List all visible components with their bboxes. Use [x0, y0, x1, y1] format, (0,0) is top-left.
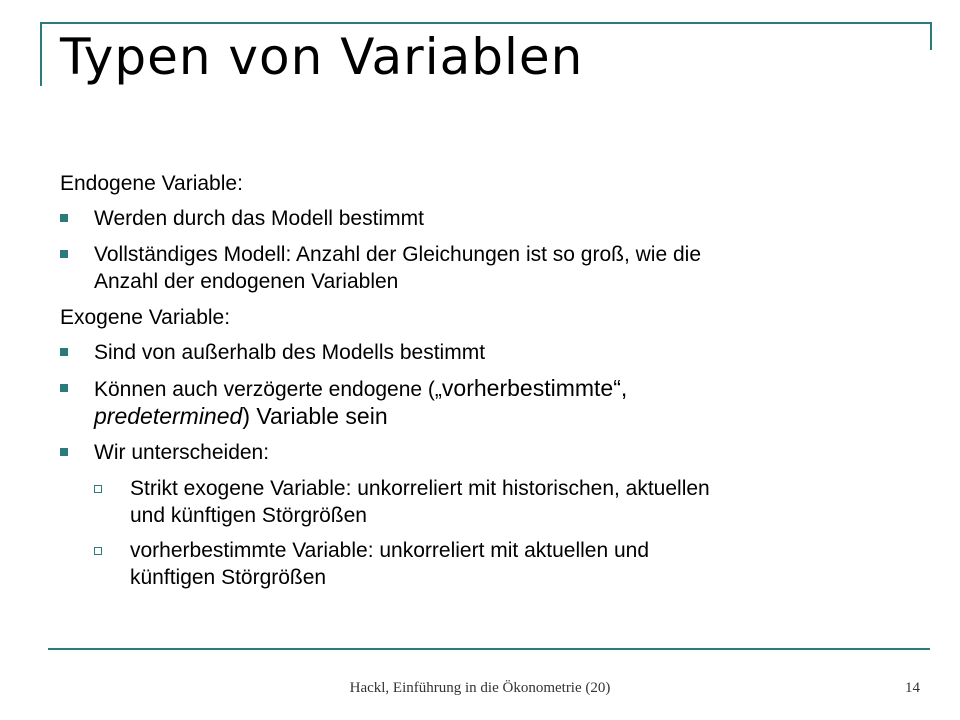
square-bullet-icon — [60, 348, 68, 356]
bullet-item — [60, 439, 910, 466]
sub-bullet-item — [94, 475, 910, 529]
frame-top-line — [40, 22, 932, 24]
bullet-text: Vollständiges Modell: Anzahl der Gleichungen ist so groß, wie die — [94, 243, 702, 266]
page-number: 14 — [905, 680, 920, 696]
bullet-item — [60, 205, 910, 232]
bullet-text-part1: Können auch verzögerte endogene („ — [94, 378, 442, 401]
bullet-text-continued: Anzahl der endogenen Variablen — [94, 270, 399, 293]
sub-bullet-item — [94, 537, 910, 591]
bullet-text-part2: vorherbestimmte“, — [441, 375, 628, 401]
bullet-item — [60, 339, 910, 366]
hollow-square-bullet-icon — [94, 547, 102, 555]
sub-bullet-text: vorherbestimmte Variable: unkorreliert mit aktuellen und — [130, 539, 650, 562]
footer-text: Hackl, Einführung in die Ökonometrie (20) — [349, 680, 611, 696]
exogen-heading: Exogene Variable: — [60, 306, 231, 329]
square-bullet-icon — [60, 250, 68, 258]
frame-right-line — [930, 22, 932, 50]
sub-bullet-text-continued: und künftigen Störgrößen — [130, 504, 367, 527]
square-bullet-icon — [60, 214, 68, 222]
square-bullet-icon — [60, 384, 68, 392]
hollow-square-bullet-icon — [94, 485, 102, 493]
sub-bullet-text: Strikt exogene Variable: unkorreliert mit historischen, aktuellen — [130, 477, 710, 500]
bullet-text: Sind von außerhalb des Modells bestimmt — [94, 341, 486, 364]
sub-bullet-text-continued: künftigen Störgrößen — [130, 566, 327, 589]
slide-title: Typen von Variablen — [60, 28, 584, 86]
bullet-item — [60, 375, 910, 430]
slide-content — [60, 170, 910, 599]
frame-bottom-line — [48, 648, 930, 650]
bullet-text-part3: ) Variable sein — [242, 403, 388, 429]
bullet-item — [60, 241, 910, 295]
bullet-text-italic: predetermined — [94, 403, 243, 429]
bullet-text: Wir unterscheiden: — [94, 441, 270, 464]
frame-left-line — [40, 22, 42, 86]
endogen-heading: Endogene Variable: — [60, 172, 243, 195]
bullet-text: Werden durch das Modell bestimmt — [94, 207, 424, 230]
square-bullet-icon — [60, 448, 68, 456]
